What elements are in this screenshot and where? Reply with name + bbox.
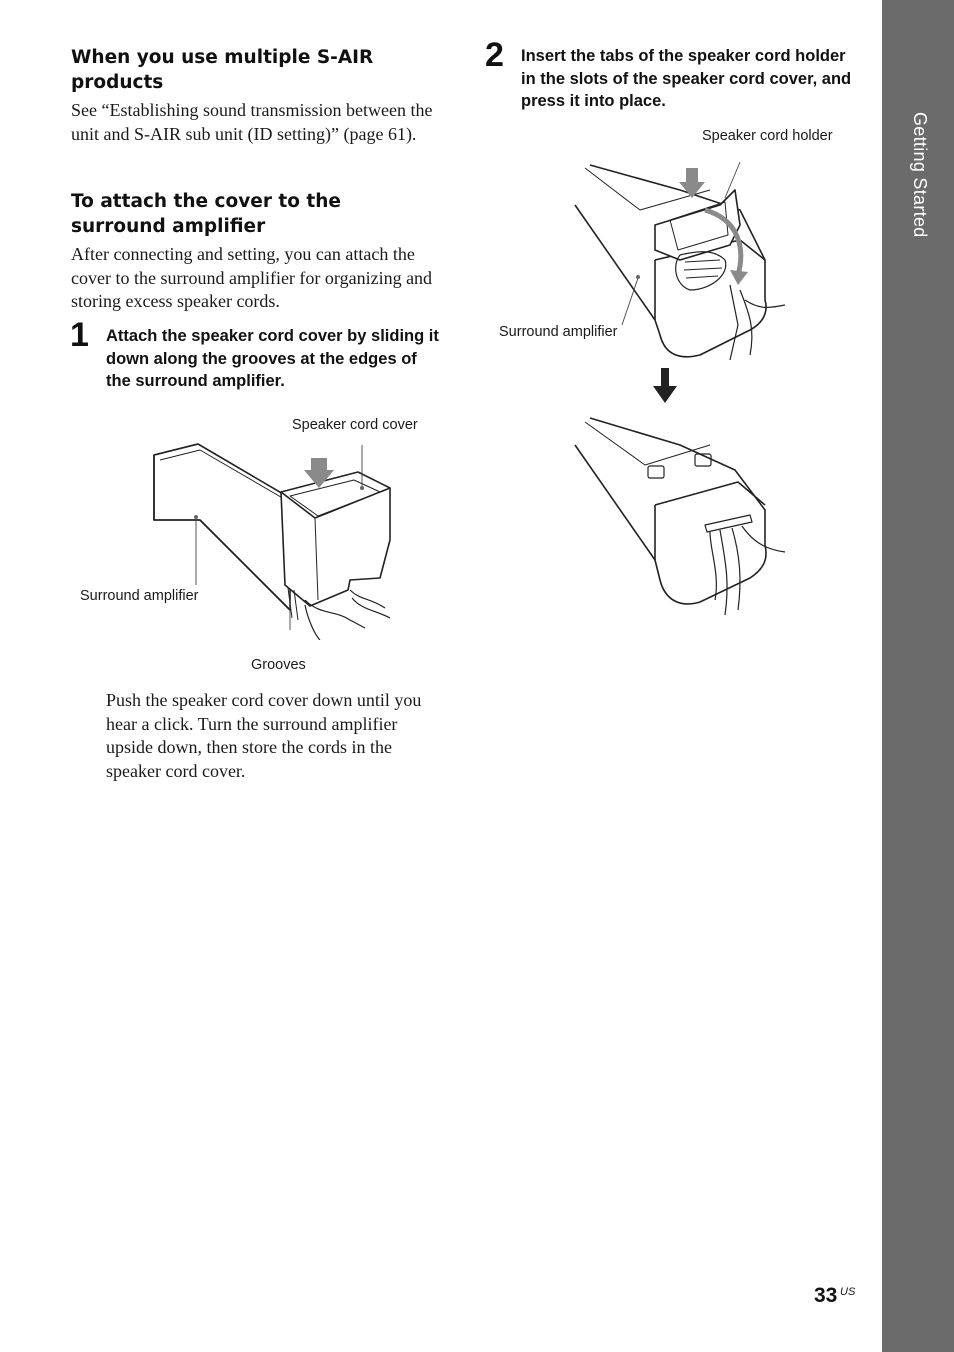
figure-holder-installed — [560, 410, 800, 620]
figure-insert-holder — [560, 150, 800, 370]
step-1-instruction: Attach the speaker cord cover by sliding it down along the grooves at the edges of the surround amplifier. — [106, 327, 439, 390]
heading-attach-cover: To attach the cover to the surround amplifier — [71, 191, 341, 237]
figure-attach-cover — [140, 440, 410, 640]
callout-speaker-cord-holder: Speaker cord holder — [702, 128, 833, 144]
callout-surround-amplifier: Surround amplifier — [80, 588, 199, 604]
callout-surround-amplifier-2: Surround amplifier — [499, 324, 618, 340]
heading-multiple-s-air: When you use multiple S-AIR products — [71, 47, 374, 93]
paragraph-multiple-s-air: See “Establishing sound transmission between the unit and S-AIR sub unit (ID setting)” (page 61). — [71, 100, 433, 144]
paragraph-attach-cover: After connecting and setting, you can attach the cover to the surround amplifier for organizing and storing excess speaker cords. — [71, 244, 433, 312]
page-region-suffix: US — [840, 1286, 856, 1298]
callout-speaker-cord-cover: Speaker cord cover — [292, 417, 418, 433]
page-number: 33 — [814, 1284, 838, 1307]
step-2-instruction: Insert the tabs of the speaker cord holder in the slots of the speaker cord cover, and press it into place. — [521, 47, 852, 110]
step-1-note: Push the speaker cord cover down until you hear a click. Turn the surround amplifier upside down, then store the cords in the speaker cord cover. — [106, 690, 422, 782]
step-1-number: 1 — [70, 316, 89, 354]
step-2-number: 2 — [485, 36, 504, 74]
down-arrow-icon — [652, 368, 678, 404]
callout-grooves: Grooves — [251, 657, 306, 673]
side-tab-label: Getting Started — [910, 112, 930, 238]
